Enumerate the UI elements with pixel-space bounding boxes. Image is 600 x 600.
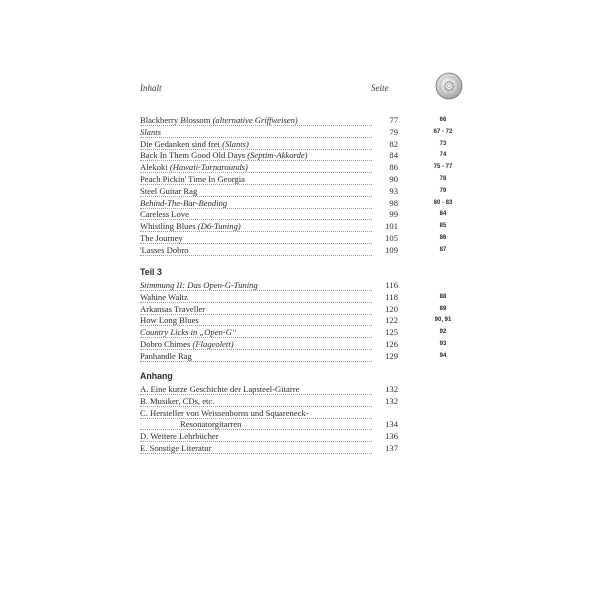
entry-cd-track: 90, 91 [434, 317, 452, 324]
entry-page-number: 90 [389, 174, 398, 184]
entry-title: A. Eine kurze Geschichte der Lapsteel-Gitarre [140, 384, 300, 394]
entry-cd-track: 66 [439, 117, 447, 123]
entry-cd-track: 84 [439, 211, 447, 218]
entry-page-number: 105 [385, 233, 398, 243]
entry-page-number: 129 [385, 350, 398, 361]
entry-cd-track: 74 [439, 152, 447, 159]
entry-page-number: 93 [389, 185, 398, 196]
entry-page-number: 99 [389, 209, 398, 220]
entry-page-number: 120 [385, 303, 398, 314]
entry-subtitle: (alternative Griffweisen) [210, 115, 298, 125]
entry-title: Dobro Chimes (Flageolett) [140, 339, 234, 349]
entry-title: Wahine Waltz [140, 291, 188, 302]
entry-title: Alekoki (Hawaii-Turnarounds) [140, 162, 248, 173]
entry-title: How Long Blues [140, 315, 199, 326]
entry-page-number: 101 [385, 221, 398, 232]
entry-cd-track: 78 [439, 176, 447, 182]
entry-title: D. Weitere Lehrbücher [140, 431, 219, 442]
entry-subtitle: (Septim-Akkorde) [245, 150, 308, 161]
entry-title: Back In Them Good Old Days (Septim-Akkorde) [140, 150, 308, 161]
entry-page-number: 126 [385, 339, 398, 349]
entry-page-number: 84 [389, 150, 398, 161]
entry-title: Whistling Blues (D6-Tuning) [140, 221, 241, 232]
entry-title: C. Hersteller von Weissenborns und Squareneck- [140, 407, 309, 418]
entry-page-number: 132 [385, 384, 398, 394]
entry-title: Blackberry Blossom (alternative Griffweisen) [140, 115, 298, 125]
entry-page-number: 134 [385, 419, 398, 430]
entry-page-number: 116 [385, 280, 398, 290]
entry-cd-track: 67 - 72 [433, 128, 453, 135]
entry-cd-track: 88 [439, 293, 447, 300]
entry-title: Peach Pickin' Time In Georgia [140, 174, 245, 184]
toc-title: Inhalt [140, 83, 162, 93]
entry-title: The Journey [140, 233, 183, 243]
entry-page-number: 77 [389, 115, 398, 125]
entry-page-number: 125 [385, 327, 398, 338]
entry-page-number: 118 [385, 291, 398, 302]
entry-title: Resonatorgitarren [180, 419, 242, 430]
entry-page-number: 109 [385, 244, 398, 255]
entry-title: Stimmung II: Das Open-G-Tuning [140, 280, 258, 290]
entry-page-number: 136 [385, 431, 398, 442]
entry-page-number: 82 [389, 138, 398, 149]
entry-cd-track: 93 [439, 341, 447, 347]
entry-page-number: 132 [385, 395, 398, 406]
entry-title: 'Lasses Dobro [140, 244, 189, 255]
entry-title: Steel Guitar Rag [140, 185, 198, 196]
entry-cd-track: 86 [439, 235, 447, 241]
entry-cd-track: 75 - 77 [433, 164, 453, 171]
entry-page-number: 122 [385, 315, 398, 326]
entry-title: Behind-The-Bar-Bending [140, 197, 228, 208]
entry-subtitle: (Flageolett) [190, 339, 234, 349]
entry-page-number: 137 [385, 443, 398, 453]
entry-page-number: 98 [389, 197, 398, 208]
section-heading-anhang: Anhang [140, 371, 173, 381]
entry-subtitle: (D6-Tuning) [195, 221, 241, 232]
entry-subtitle: (Hawaii-Turnarounds) [167, 162, 248, 173]
entry-cd-track: 79 [439, 187, 447, 194]
entry-cd-track: 87 [439, 246, 447, 253]
section-heading-teil3: Teil 3 [140, 267, 162, 277]
entry-subtitle: (Slants) [219, 138, 249, 149]
page-column-label: Seite [371, 83, 389, 93]
entry-title: Die Gedanken sind frei (Slants) [140, 138, 249, 149]
entry-title: Slants [140, 126, 162, 137]
entry-page-number: 86 [389, 162, 398, 173]
entry-title: Arkansas Traveller [140, 303, 206, 314]
cd-disc-icon [435, 72, 463, 100]
entry-cd-track: 92 [439, 329, 447, 336]
entry-cd-track: 89 [439, 305, 447, 312]
entry-title: Country Licks in „Open-G“ [140, 327, 237, 338]
entry-title: Panhandle Rag [140, 350, 192, 361]
entry-title: E. Sonstige Literatur [140, 443, 212, 453]
entry-title: Careless Love [140, 209, 189, 220]
entry-page-number: 79 [389, 126, 398, 137]
entry-title: B. Musiker, CDs, etc. [140, 395, 215, 406]
entry-cd-track: 73 [439, 140, 447, 147]
entry-cd-track: 85 [439, 223, 447, 230]
entry-cd-track: 94 [439, 352, 447, 359]
entry-cd-track: 80 - 83 [433, 199, 453, 206]
